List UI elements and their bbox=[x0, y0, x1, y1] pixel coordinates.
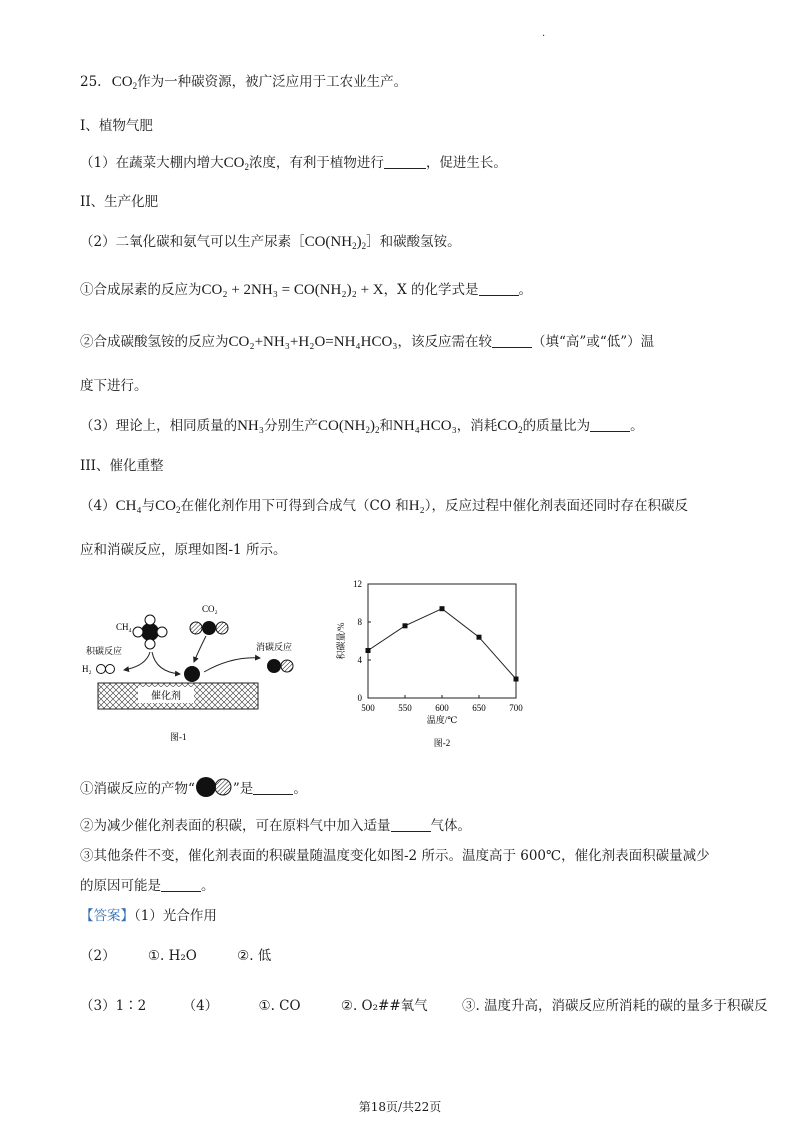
data-point bbox=[366, 648, 371, 653]
question-2b-cont: 度下进行。 bbox=[80, 378, 148, 394]
y-tick-label: 4 bbox=[357, 655, 362, 665]
data-point bbox=[440, 606, 445, 611]
figure-1-caption: 图-1 bbox=[170, 732, 187, 742]
x-tick-label: 500 bbox=[361, 703, 375, 713]
answer-tag: 【答案】 bbox=[80, 908, 134, 924]
y-tick-label: 12 bbox=[353, 579, 362, 589]
co-molecule-icon bbox=[267, 659, 293, 673]
y-tick-label: 0 bbox=[357, 693, 362, 703]
page-footer: 第18页/共22页 bbox=[358, 1100, 442, 1114]
catalyst-label: 催化剂 bbox=[151, 691, 181, 702]
answer-3-4: （3）1∶2 （4） ①. CO ②. O₂##氧气 ③. 温度升高，消碳反应所消耗的碳的量多于积碳反 bbox=[80, 998, 768, 1014]
question-number: 25. bbox=[80, 74, 102, 90]
question-4-cont: 应和消碳反应，原理如图-1 所示。 bbox=[80, 542, 287, 558]
answer-blank bbox=[479, 281, 519, 296]
answer-blank bbox=[590, 417, 630, 432]
question-intro bbox=[80, 72, 407, 96]
co2-label: CO₂ bbox=[202, 604, 218, 614]
corner-dot: . bbox=[542, 28, 546, 39]
x-tick-label: 650 bbox=[472, 703, 486, 713]
urea-equation: CO₂ + 2NH₃ = CO(NH₂)₂ + X bbox=[201, 282, 384, 298]
intro-text: 作为一种碳资源，被广泛应用于工农业生产。 bbox=[137, 74, 408, 90]
question-4c-cont: 的原因可能是 。 bbox=[80, 878, 215, 894]
question-2: （2）二氧化碳和氨气可以生产尿素$[CO(NH_2)_2]$和碳酸氢铵。 bbox=[80, 234, 461, 251]
question-4a: ①消碳反应的产物“ ”是 。 bbox=[80, 776, 307, 799]
plot-frame bbox=[368, 584, 516, 698]
ch4-formula: CH₄ bbox=[115, 498, 142, 514]
bicarbonate-equation: CO₂+NH₃+H₂O=NH₄HCO₃ bbox=[228, 334, 398, 350]
elimination-label: 消碳反应 bbox=[256, 642, 293, 652]
data-point bbox=[514, 677, 519, 682]
data-point bbox=[477, 635, 482, 640]
question-4c: ③其他条件不变，催化剂表面的积碳量随温度变化如图-2 所示。温度高于 600℃，催化剂表面积碳量减少 bbox=[80, 848, 710, 864]
series-line bbox=[368, 609, 516, 679]
co2-formula: $CO_2$ bbox=[155, 498, 181, 515]
answer-blank bbox=[492, 333, 532, 348]
question-2b: ②合成碳酸氢铵的反应为CO₂+NH₃+H₂O=NH₄HCO₃，该反应需在较 （填“高”或“低”）温 bbox=[80, 334, 655, 350]
x-tick-label: 700 bbox=[509, 703, 523, 713]
nh4hco3-formula: NH₄HCO₃ bbox=[393, 418, 457, 434]
co2-formula: $CO_2$ bbox=[497, 418, 523, 435]
x-axis-label: 温度/℃ bbox=[426, 715, 458, 725]
urea-formula: $CO(NH_2)_2$ bbox=[318, 418, 380, 435]
carbon-atom-icon bbox=[184, 666, 200, 682]
question-4: （4）CH₄与$CO_2$在催化剂作用下可得到合成气（CO 和H₂），反应过程中催化剂表面还同时存在积碳反 bbox=[80, 498, 689, 515]
question-4b: ②为减少催化剂表面的积碳，可在原料气中加入适量 气体。 bbox=[80, 818, 471, 834]
section-2-title: II、生产化肥 bbox=[80, 194, 159, 210]
figure-1 bbox=[80, 600, 310, 750]
data-point bbox=[403, 623, 408, 628]
co2-formula: $CO_2$ bbox=[223, 155, 249, 172]
x-tick-label: 550 bbox=[398, 703, 412, 713]
question-2a: ①合成尿素的反应为CO₂ + 2NH₃ = CO(NH₂)₂ + X，X 的化学式是 。 bbox=[80, 282, 533, 298]
question-1: （1）在蔬菜大棚内增大$CO_2$浓度，有利于植物进行 ，促进生长。 bbox=[80, 155, 507, 172]
h2-molecule-icon bbox=[97, 665, 115, 674]
section-1-title: Ⅰ、植物气肥 bbox=[80, 118, 153, 134]
answer-blank bbox=[161, 877, 201, 892]
urea-formula: $CO(NH_2)_2$ bbox=[304, 234, 367, 251]
nh3-formula: NH₃ bbox=[237, 418, 264, 434]
answer-1: 【答案】（1）光合作用 bbox=[80, 908, 217, 924]
h2-formula: H₂ bbox=[408, 498, 425, 514]
h2-label: H₂ bbox=[82, 664, 92, 674]
answer-blank bbox=[391, 817, 431, 832]
x-tick-label: 600 bbox=[435, 703, 449, 713]
ch4-label: CH₄ bbox=[116, 622, 132, 632]
figure-2-caption: 图-2 bbox=[433, 738, 451, 748]
y-axis-label: 积碳量/% bbox=[336, 622, 346, 660]
answer-2: （2） ①. H₂O ②. 低 bbox=[80, 948, 272, 964]
answer-blank bbox=[253, 780, 293, 795]
co-molecule-icon bbox=[195, 776, 233, 798]
co2-molecule-icon bbox=[190, 621, 228, 635]
answer-blank bbox=[384, 154, 426, 169]
y-tick-label: 8 bbox=[357, 617, 362, 627]
question-3: （3）理论上，相同质量的NH₃分别生产$CO(NH_2)_2$和NH₄HCO₃，消耗$CO_2$的质量比为 。 bbox=[80, 418, 644, 435]
figure-2-chart bbox=[320, 578, 530, 748]
deposition-label: 积碳反应 bbox=[86, 646, 123, 656]
co2-formula: $CO_2$ bbox=[111, 74, 138, 91]
section-3-title: III、催化重整 bbox=[80, 458, 164, 474]
ch4-molecule-icon bbox=[133, 615, 167, 649]
